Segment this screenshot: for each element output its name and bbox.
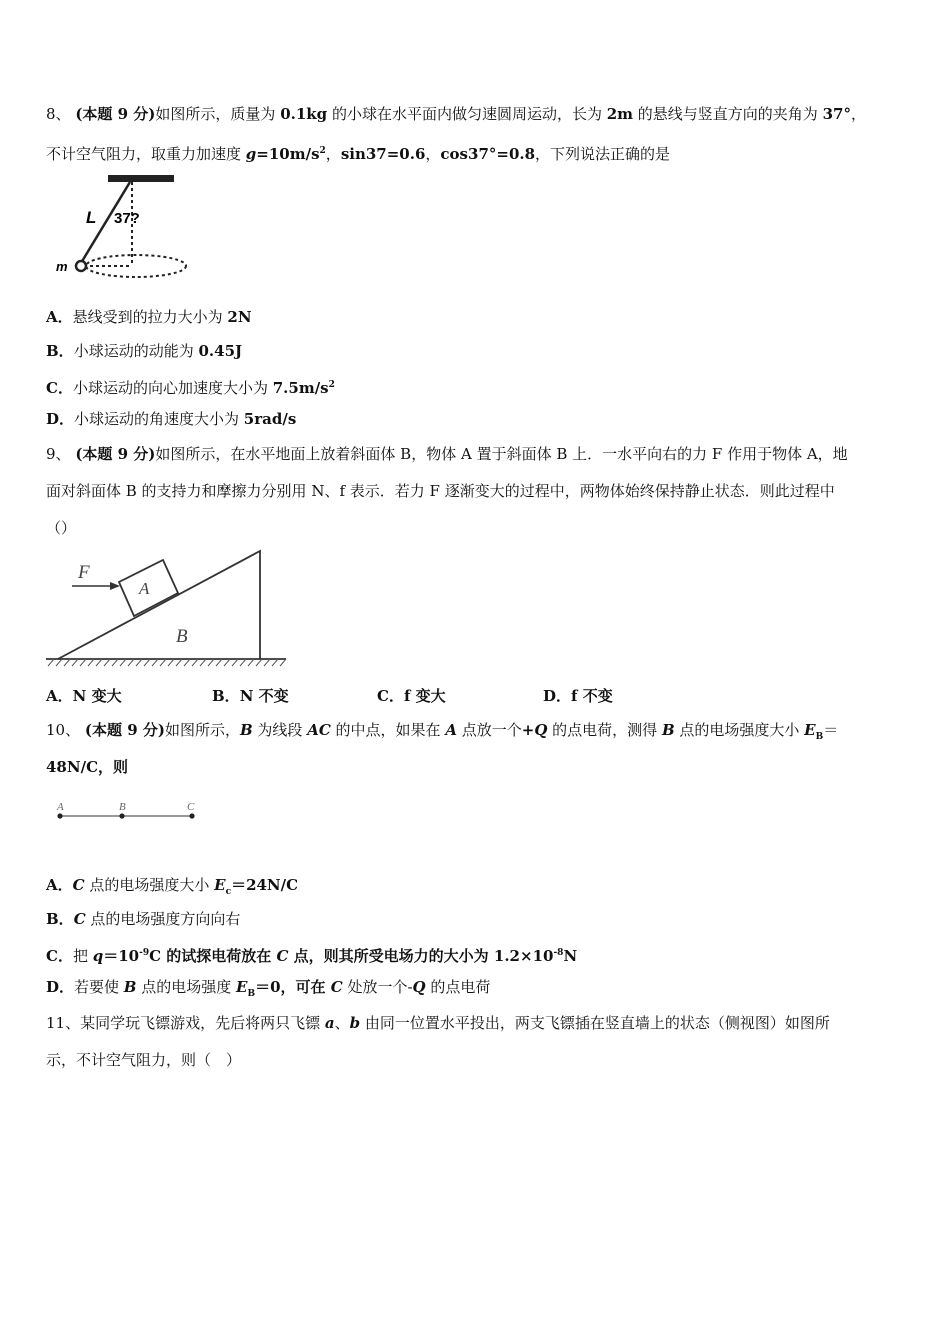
label-m: m (56, 259, 68, 274)
ceiling-bar (108, 175, 174, 182)
label-angle: 37? (114, 210, 140, 227)
q10-line1: 10、 (本题 9 分)如图所示，B 为线段 AC 的中点，如果在 A 点放一个+Q 的点电荷，测得 B 点的电场强度大小 $E_B=$ (46, 721, 839, 742)
q9-line3: （） (46, 519, 77, 537)
force-arrow-head (110, 582, 120, 590)
q9-line2: 面对斜面体 B 的支持力和摩擦力分别用 N、f 表示．若力 F 逐渐变大的过程中，两物体始终保持静止状态．则此过程中 (46, 482, 835, 500)
q10-option-a[interactable]: A．C 点的电场强度大小 $E_c=24N/C$ (46, 876, 299, 897)
q9-option-d[interactable]: D．f 不变 (543, 687, 613, 705)
label-L: L (86, 208, 97, 227)
incline-figure (44, 548, 289, 670)
ball (76, 261, 86, 271)
q8-option-b[interactable]: B．小球运动的动能为 0.45J (46, 342, 243, 360)
label-point-b: B (119, 801, 126, 813)
q9-line1: 9、 (本题 9 分)如图所示，在水平地面上放着斜面体 B，物体 A 置于斜面体 B 上．一水平向右的力 F 作用于物体 A，地 (46, 445, 848, 463)
q8-line1: 8、 (本题 9 分)如图所示，质量为 0.1kg 的小球在水平面内做匀速圆周运动，长为 2m 的悬线与竖直方向的夹角为 37°， (46, 105, 866, 123)
conical-pendulum-figure (50, 170, 200, 285)
line-segment-figure (52, 798, 202, 824)
q9-option-b[interactable]: B．N 不变 (212, 687, 289, 705)
point-a (57, 813, 62, 818)
point-b (119, 813, 124, 818)
q8-option-c[interactable]: C．小球运动的向心加速度大小为 $7.5m/s^2$ (46, 379, 335, 397)
label-F: F (78, 562, 90, 583)
q11-line1: 11、某同学玩飞镖游戏，先后将两只飞镖 a、b 由同一位置水平投出，两支飞镖插在竖直墙上的状态（侧视图）如图所 (46, 1014, 830, 1032)
q8-line2: 不计空气阻力，取重力加速度 $g=10m/s^2$，sin37=0.6，cos37°=0.8，下列说法正确的是 (46, 145, 671, 163)
ground-hatch (48, 659, 286, 666)
q10-option-b[interactable]: B．C 点的电场强度方向向右 (46, 910, 241, 928)
point-c (189, 813, 194, 818)
q8-option-a[interactable]: A．悬线受到的拉力大小为 2N (46, 308, 252, 326)
q8-option-d[interactable]: D．小球运动的角速度大小为 5rad/s (46, 410, 297, 428)
q10-option-c[interactable]: C．把 $q=10^{-9}C$ 的试探电荷放在 C 点，则其所受电场力的大小为 $1.2\times 10^{-8}N$ (46, 947, 578, 965)
label-point-c: C (187, 801, 195, 813)
q9-option-a[interactable]: A．N 变大 (46, 687, 122, 705)
q11-line2: 示，不计空气阻力，则（ ） (46, 1051, 242, 1069)
label-B: B (176, 626, 188, 647)
circular-path (86, 255, 186, 277)
label-point-a: A (57, 801, 64, 813)
label-A: A (139, 579, 150, 598)
q10-line2: 48N/C，则 (46, 758, 129, 776)
q9-option-c[interactable]: C．f 变大 (377, 687, 446, 705)
q10-option-d[interactable]: D．若要使 B 点的电场强度 $E_B=0$，可在 C 处放一个-Q 的点电荷 (46, 978, 491, 999)
